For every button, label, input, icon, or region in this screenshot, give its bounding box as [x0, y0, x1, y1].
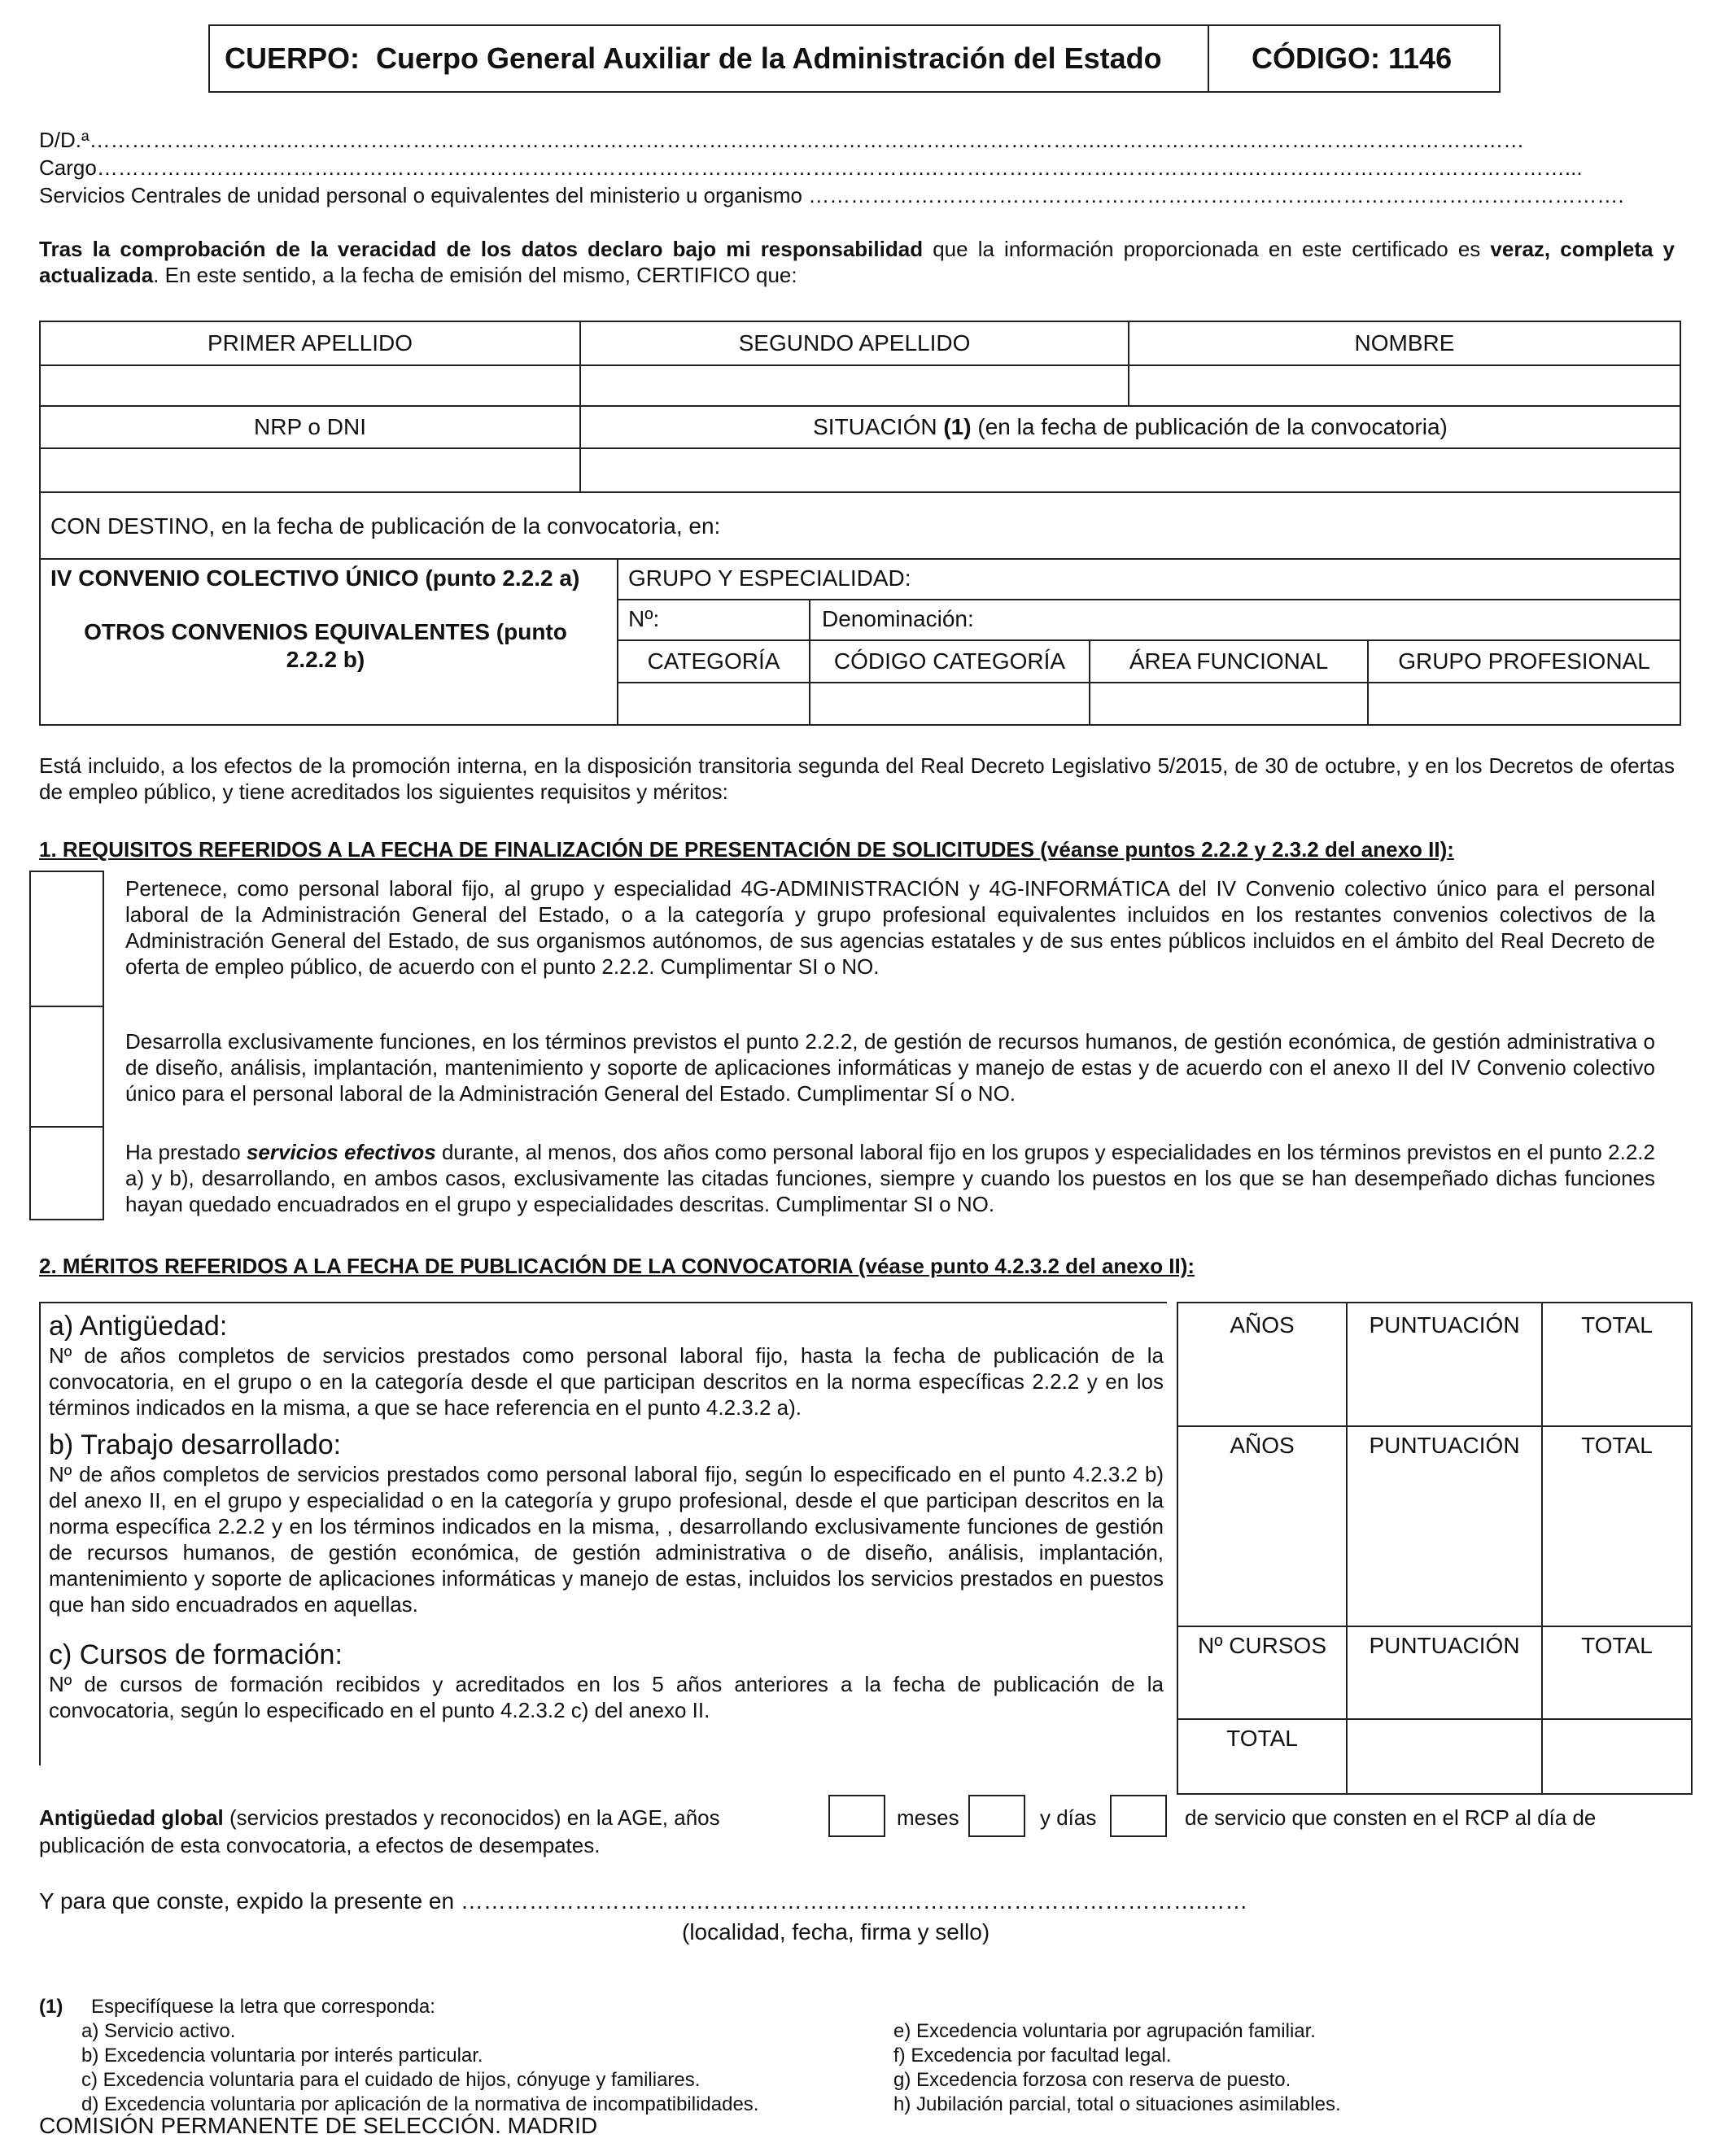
score-a-total-header: TOTAL — [1581, 1312, 1653, 1338]
antiguedad-text-3: publicación de esta convocatoria, a efectos de desempates. — [39, 1833, 601, 1857]
otros-convenios-label: OTROS CONVENIOS EQUIVALENTES (punto 2.2.2 b) — [84, 619, 567, 672]
score-c-total-header: TOTAL — [1581, 1633, 1653, 1658]
input-segundo-apellido[interactable] — [581, 366, 1128, 405]
intro-text: Está incluido, a los efectos de la promoción interna, en la disposición transitoria segunda del Real Decreto Legislativo 5/2015, de 30 de octubre, y en los Decretos de ofertas de empleo público, y tiene acreditados los siguientes requisitos y méritos: — [39, 753, 1675, 804]
input-a-puntuacion[interactable] — [1348, 1344, 1541, 1425]
cuerpo-title — [225, 42, 1162, 75]
merit-b-text: Nº de años completos de servicios prestados como personal laboral fijo, según lo especificado en el punto 4.2.3.2 b) del anexo II, en el grupo y especialidad o en la categoría y grupo profesional, desde el que participan descritos en la norma específica 2.2.2 y en los términos indicados en la misma, , desarrollando exclusivamente funciones de gestión de recursos humanos, de gestión económica, de gestión administrativa o de diseño, análisis, implantación, mantenimiento y soporte de aplicaciones informáticas y manejo de estas, incluidos los servicios prestados en puestos que han sido encuadrados en aquellas. — [49, 1462, 1164, 1617]
header-box — [208, 24, 1501, 93]
cuerpo-value: Cuerpo General Auxiliar de la Administración del Estado — [376, 41, 1162, 75]
input-primer-apellido[interactable] — [41, 366, 579, 405]
input-grand-total-puntuacion[interactable] — [1348, 1720, 1541, 1793]
score-b-puntuacion-header: PUNTUACIÓN — [1369, 1433, 1520, 1458]
declaration-bold-2: veraz, completa y actualizada — [39, 237, 1675, 287]
input-dias-box[interactable] — [1110, 1795, 1167, 1837]
req3-text-b: servicios efectivos — [246, 1140, 436, 1164]
requirement-3-text — [125, 1139, 1655, 1217]
grupo-especialidad-label: GRUPO Y ESPECIALIDAD: — [628, 565, 911, 591]
field-dd[interactable]: D/D.ª……………………….………………………………………………………….………………………………………….…………………………………………………… — [39, 128, 1525, 152]
grand-total-label: TOTAL — [1226, 1726, 1298, 1751]
score-a-anos-header: AÑOS — [1230, 1312, 1295, 1338]
input-anos-box[interactable] — [828, 1795, 885, 1837]
score-a-puntuacion-header: PUNTUACIÓN — [1369, 1312, 1520, 1338]
closing-line[interactable]: Y para que conste, expido la presente en ………………………………………………….………………………………….…… — [39, 1888, 1248, 1914]
merit-c-title: c) Cursos de formación: — [49, 1639, 343, 1670]
input-c-cursos[interactable] — [1178, 1663, 1346, 1718]
score-c-puntuacion-header: PUNTUACIÓN — [1369, 1633, 1520, 1658]
merits-score-table — [1177, 1302, 1693, 1795]
field-cargo[interactable]: Cargo…………………….……….………………………………………………….…………………….……………………………………….………………………………………... — [39, 155, 1583, 180]
merit-a-text: Nº de años completos de servicios prestados como personal laboral fijo, hasta la fecha de publicación de la convocatoria, en el grupo o en la categoría desde el que participan descritos en la norma específicas 2.2.2 y en los términos indicados en la misma, a que se hace referencia en el punto 4.2.3.2 a). — [49, 1343, 1164, 1420]
antiguedad-line — [39, 1805, 720, 1831]
input-nrp[interactable] — [41, 449, 579, 491]
header-area-funcional: ÁREA FUNCIONAL — [1129, 648, 1329, 674]
destino-label: CON DESTINO, en la fecha de publicación de la convocatoria, en: — [50, 513, 721, 539]
footnote-item-f: f) Excedencia por facultad legal. — [893, 2045, 1172, 2067]
numero-label: Nº: — [628, 606, 660, 631]
header-grupo-profesional: GRUPO PROFESIONAL — [1398, 648, 1650, 674]
req3-text-c: durante, al menos, dos años como personal laboral fijo en los grupos y especialidades en los términos previstos en el punto 2.2.2 a) y b), desarrollando, en ambos casos, exclusivamente las citadas funciones, siempre y cuando los puestos en los que se han desempeñado dichas funciones hayan quedado encuadrados en el grupo y especialidades descritas. Cumplimentar SI o NO. — [125, 1140, 1655, 1216]
header-nombre: NOMBRE — [1354, 330, 1455, 356]
declaration-bold-1: Tras la comprobación de la veracidad de los datos declaro bajo mi responsabilidad — [39, 237, 924, 261]
score-c-cursos-header: Nº CURSOS — [1197, 1633, 1327, 1658]
requirement-1-text: Pertenece, como personal laboral fijo, al grupo y especialidad 4G-ADMINISTRACIÓN y 4G-INFORMÁTICA del IV Convenio colectivo único para el personal laboral de la Administración General del Estado, o a la categoría y grupo profesional equivalentes incluidos en los restantes convenios colectivos de la Administración General del Estado, de sus organismos autónomos, de sus agencias estatales y de sus entes públicos incluidos en el ámbito del Real Decreto de oferta de empleo público, de acuerdo con el punto 2.2.2. Cumplimentar SI o NO. — [125, 876, 1655, 979]
checkbox-req2[interactable] — [31, 1007, 103, 1126]
input-codigo-categoria[interactable] — [810, 683, 1089, 724]
header-segundo-apellido: SEGUNDO APELLIDO — [738, 330, 971, 356]
footnote-item-a: a) Servicio activo. — [81, 2020, 236, 2042]
requirement-checkboxes — [29, 871, 104, 1220]
section2-title: 2. MÉRITOS REFERIDOS A LA FECHA DE PUBLICACIÓN DE LA CONVOCATORIA (véase punto 4.2.3.2 del anexo II): — [39, 1254, 1195, 1278]
input-b-total[interactable] — [1543, 1463, 1691, 1626]
header-nrp: NRP o DNI — [254, 414, 366, 439]
input-c-puntuacion[interactable] — [1348, 1663, 1541, 1718]
dias-label: y días — [1040, 1805, 1097, 1830]
input-situacion[interactable] — [581, 449, 1680, 491]
requirement-2-text: Desarrolla exclusivamente funciones, en los términos previstos el punto 2.2.2, de gestión de recursos humanos, de gestión económica, de gestión administrativa o de diseño, análisis, implantación, mantenimiento y soporte de aplicaciones informáticas y manejo de estas y de acuerdo con el anexo II del IV Convenio colectivo único para el personal laboral de la Administración General del Estado. Cumplimentar SÍ o NO. — [125, 1029, 1655, 1106]
score-b-total-header: TOTAL — [1581, 1433, 1653, 1458]
antiguedad-text: (servicios prestados y reconocidos) en la AGE, años — [223, 1805, 720, 1830]
merit-c-text: Nº de cursos de formación recibidos y acreditados en los 5 años anteriores a la fecha de publicación de la convocatoria, según lo especificado en el punto 4.2.3.2 c) del anexo II. — [49, 1672, 1164, 1722]
footnote-item-h: h) Jubilación parcial, total o situaciones asimilables. — [893, 2093, 1341, 2115]
checkbox-req3[interactable] — [31, 1128, 103, 1219]
footnote-item-d: d) Excedencia voluntaria por aplicación de la normativa de incompatibilidades. — [81, 2093, 759, 2115]
input-categoria[interactable] — [618, 683, 809, 724]
section1-title: 1. REQUISITOS REFERIDOS A LA FECHA DE FINALIZACIÓN DE PRESENTACIÓN DE SOLICITUDES (véanse puntos 2.2.2 y 2.3.2 del anexo II): — [39, 837, 1454, 862]
header-primer-apellido: PRIMER APELLIDO — [207, 330, 413, 356]
merit-a-title: a) Antigüedad: — [49, 1311, 228, 1342]
declaration — [39, 236, 1675, 288]
cuerpo-label: CUERPO: — [225, 41, 360, 75]
footnote-mark: (1) — [39, 1996, 63, 2018]
input-b-puntuacion[interactable] — [1348, 1463, 1541, 1626]
field-servicios[interactable]: Servicios Centrales de unidad personal o equivalentes del ministerio u organismo ……………………………………………………………….……………………………………. — [39, 183, 1624, 207]
input-a-anos[interactable] — [1178, 1344, 1346, 1425]
antiguedad-text-2: de servicio que consten en el RCP al día de — [1185, 1805, 1597, 1830]
personal-data-table — [39, 321, 1681, 726]
footnote-item-b: b) Excedencia voluntaria por interés particular. — [81, 2045, 483, 2067]
input-b-anos[interactable] — [1178, 1463, 1346, 1626]
footnote-left-list — [81, 2019, 758, 2117]
checkbox-req1[interactable] — [31, 872, 103, 1006]
meses-label: meses — [897, 1805, 959, 1830]
bottom-footer: COMISIÓN PERMANENTE DE SELECCIÓN. MADRID — [39, 2113, 598, 2138]
input-c-total[interactable] — [1543, 1663, 1691, 1718]
situacion-note-ref: (1) — [943, 414, 972, 439]
header-situacion — [581, 407, 1680, 447]
footnote-intro: Especifíquese la letra que corresponda: — [91, 1996, 435, 2018]
req3-text-a: Ha prestado — [125, 1140, 247, 1164]
footnote-item-g: g) Excedencia forzosa con reserva de puesto. — [893, 2069, 1291, 2091]
score-b-anos-header: AÑOS — [1230, 1433, 1295, 1458]
input-grupo-profesional[interactable] — [1369, 683, 1680, 724]
input-area-funcional[interactable] — [1090, 683, 1367, 724]
situacion-label: SITUACIÓN — [813, 414, 944, 439]
declaration-text-2: . En este sentido, a la fecha de emisión del mismo, CERTIFICO que: — [153, 263, 797, 287]
denominacion-label: Denominación: — [822, 606, 974, 631]
codigo-label: CÓDIGO: 1146 — [1252, 41, 1453, 75]
declaration-text-1: que la información proporcionada en este certificado es — [923, 237, 1491, 261]
iv-convenio-label: IV CONVENIO COLECTIVO ÚNICO (punto 2.2.2 a) — [50, 565, 580, 591]
closing-sub: (localidad, fecha, firma y sello) — [682, 1919, 990, 1944]
input-grand-total[interactable] — [1543, 1720, 1691, 1793]
input-nombre[interactable] — [1129, 366, 1680, 405]
footnote-right-list — [893, 2019, 1341, 2117]
footnote-item-c: c) Excedencia voluntaria para el cuidado de hijos, cónyuge y familiares. — [81, 2069, 701, 2091]
footnote-item-e: e) Excedencia voluntaria por agrupación familiar. — [893, 2020, 1316, 2042]
antiguedad-label: Antigüedad global — [39, 1805, 224, 1830]
input-a-total[interactable] — [1543, 1344, 1691, 1425]
header-codigo-categoria: CÓDIGO CATEGORÍA — [833, 648, 1066, 674]
situacion-detail: (en la fecha de publicación de la convocatoria) — [971, 414, 1448, 439]
merit-b-title: b) Trabajo desarrollado: — [49, 1429, 342, 1460]
header-categoria: CATEGORÍA — [647, 648, 780, 674]
input-meses-box[interactable] — [968, 1795, 1025, 1837]
